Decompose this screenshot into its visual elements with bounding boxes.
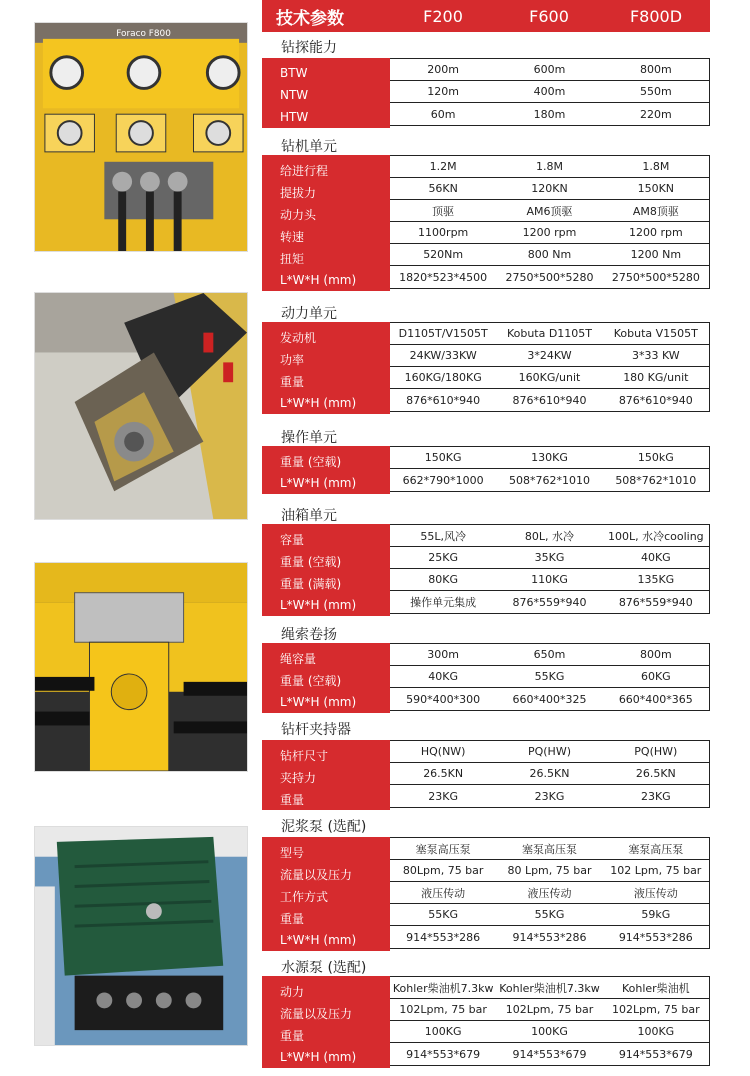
row-label: L*W*H (mm): [280, 1050, 357, 1064]
table-cell: 80KG: [428, 573, 459, 586]
row-labels: [262, 976, 390, 1068]
table-cell: 876*559*940: [618, 595, 693, 609]
panel-label: Foraco F800: [116, 28, 171, 39]
spec-table: [262, 740, 710, 810]
table-cell: 1.8M: [536, 160, 563, 173]
row-label: NTW: [280, 88, 309, 102]
table-row: [390, 81, 709, 103]
table-cell: 220m: [639, 107, 672, 121]
table-cell: 508*762*1010: [615, 473, 697, 487]
table-cell: 800 Nm: [527, 248, 572, 261]
table-row: [390, 999, 709, 1021]
table-cell: 液压传动: [633, 886, 678, 900]
table-cell: 1100rpm: [418, 226, 469, 239]
table-cell: 876*610*940: [618, 393, 693, 407]
table-row: [390, 323, 709, 345]
row-label: L*W*H (mm): [280, 396, 357, 410]
mud-pump-photo: [34, 826, 248, 1046]
table-cell: HQ(NW): [420, 745, 466, 758]
table-row: [390, 469, 709, 491]
table-cell: Kobuta V1505T: [613, 327, 698, 340]
table-cell: 400m: [533, 85, 566, 98]
table-cell: 26.5KN: [529, 767, 570, 780]
table-row: [390, 389, 709, 411]
row-label: L*W*H (mm): [280, 933, 357, 947]
table-cell: 160KG/180KG: [404, 371, 482, 384]
table-cell: 520Nm: [423, 248, 464, 261]
table-row: [390, 178, 709, 200]
table-cell: 3*24KW: [527, 349, 572, 362]
table-row: [390, 1043, 709, 1065]
table-cell: 590*400*300: [406, 692, 481, 706]
table-cell: 660*400*325: [512, 692, 587, 706]
table-row: [390, 345, 709, 367]
table-cell: 25KG: [428, 551, 459, 564]
section-title: 泥浆泵 (选配): [281, 819, 367, 835]
table-cell: 1200 rpm: [628, 226, 683, 239]
table-cell: 26.5KN: [635, 767, 676, 780]
table-cell: 操作单元集成: [410, 596, 477, 609]
table-cell: 914*553*286: [618, 930, 693, 944]
header-model-f200: F200: [423, 6, 463, 26]
row-label: 重量 (空载): [280, 454, 342, 469]
table-row: [390, 569, 709, 591]
drill-head-photo: [34, 292, 248, 520]
table-cell: 150KG: [424, 451, 462, 464]
table-cell: 914*553*679: [406, 1047, 481, 1061]
table-cell: 508*762*1010: [508, 473, 590, 487]
row-label: L*W*H (mm): [280, 695, 357, 709]
table-row: [390, 367, 709, 389]
header-model-f600: F600: [529, 6, 569, 26]
row-label: 提拔力: [280, 185, 317, 200]
table-cell: 40KG: [640, 551, 671, 564]
table-row: [390, 591, 709, 613]
table-row: [390, 926, 709, 948]
row-label: 型号: [280, 845, 305, 860]
row-labels: [262, 322, 390, 414]
table-cell: 液压传动: [527, 886, 572, 900]
table-cell: 塞泵高压泵: [415, 842, 471, 856]
table-cell: 200m: [427, 63, 460, 76]
table-cell: 914*553*679: [618, 1047, 693, 1061]
row-label: 工作方式: [280, 889, 329, 904]
table-cell: 塞泵高压泵: [628, 842, 684, 856]
table-cell: 56KN: [428, 182, 458, 195]
row-label: 给进行程: [280, 163, 329, 178]
spec-table: [262, 643, 710, 713]
table-cell: 55KG: [534, 908, 565, 921]
row-label: 钻杆尺寸: [280, 748, 329, 763]
table-cell: 100KG: [424, 1025, 462, 1038]
row-values: [390, 524, 710, 614]
table-cell: 23KG: [640, 789, 671, 803]
row-labels: [262, 837, 390, 951]
table-cell: 914*553*286: [512, 930, 587, 944]
table-cell: 102Lpm, 75 bar: [612, 1003, 700, 1016]
row-values: [390, 322, 710, 412]
spec-table: [262, 155, 710, 291]
table-cell: 顶驱: [432, 204, 455, 218]
row-labels: [262, 643, 390, 713]
table-cell: 100KG: [637, 1025, 675, 1038]
table-cell: 液压传动: [421, 886, 466, 900]
control-panel-photo: [34, 22, 248, 252]
row-label: 发动机: [280, 330, 317, 345]
row-labels: [262, 524, 390, 616]
table-cell: 102Lpm, 75 bar: [399, 1003, 487, 1016]
spec-table: [262, 976, 710, 1068]
table-cell: 130KG: [531, 451, 568, 464]
table-cell: 660*400*365: [618, 692, 693, 706]
table-row: [390, 860, 709, 882]
section-title: 绳索卷扬: [281, 627, 337, 643]
section-title: 钻机单元: [281, 139, 337, 155]
row-values: [390, 837, 710, 949]
table-cell: 600m: [533, 63, 566, 76]
table-cell: Kohler柴油机7.3kw: [499, 981, 600, 995]
table-cell: AM6顶驱: [526, 204, 573, 218]
table-row: [390, 200, 709, 222]
table-cell: Kohler柴油机7.3kw: [392, 981, 494, 995]
table-cell: 180m: [533, 107, 566, 121]
row-label: 动力: [280, 984, 305, 999]
table-cell: 80 Lpm, 75 bar: [507, 864, 592, 877]
row-label: 重量 (满载): [280, 576, 342, 591]
table-row: [390, 644, 709, 666]
section-title: 钻杆夹持器: [281, 722, 351, 738]
table-row: [390, 266, 709, 288]
table-cell: 650m: [533, 648, 566, 661]
spec-table: [262, 837, 710, 951]
table-cell: 110KG: [531, 573, 568, 586]
table-cell: 180 KG/unit: [623, 371, 689, 384]
spec-table: [262, 524, 710, 616]
table-cell: 80L, 水冷: [524, 529, 575, 543]
row-values: [390, 976, 710, 1066]
row-label: 重量: [280, 374, 305, 389]
table-cell: 876*610*940: [406, 393, 481, 407]
section-title: 水源泵 (选配): [281, 960, 367, 976]
table-cell: 2750*500*5280: [611, 270, 700, 284]
table-cell: 800m: [639, 63, 672, 76]
table-cell: 3*33 KW: [631, 349, 680, 362]
table-cell: 1.8M: [642, 160, 670, 173]
table-row: [390, 741, 709, 763]
table-cell: Kohler柴油机: [621, 981, 690, 995]
table-row: [390, 763, 709, 785]
table-cell: 1200 rpm: [522, 226, 577, 239]
table-row: [390, 244, 709, 266]
table-cell: 55KG: [428, 908, 459, 921]
row-label: 转速: [280, 229, 305, 244]
row-values: [390, 155, 710, 289]
table-row: [390, 666, 709, 688]
table-row: [390, 103, 709, 125]
table-cell: 60KG: [640, 670, 671, 683]
section-title: 动力单元: [281, 306, 337, 322]
row-label: 绳容量: [280, 651, 317, 666]
row-label: 重量 (空载): [280, 673, 342, 688]
row-label: 重量: [280, 911, 305, 926]
table-row: [390, 977, 709, 999]
table-cell: 102 Lpm, 75 bar: [610, 864, 702, 877]
table-cell: 550m: [639, 85, 672, 98]
table-cell: 1820*523*4500: [399, 270, 488, 284]
table-cell: 55KG: [534, 670, 565, 683]
row-label: 夹持力: [280, 770, 317, 785]
table-cell: 876*610*940: [512, 393, 587, 407]
row-labels: [262, 446, 390, 494]
row-label: 功率: [280, 352, 305, 367]
row-values: [390, 643, 710, 711]
table-cell: 60m: [430, 107, 456, 121]
table-cell: 662*790*1000: [402, 473, 484, 487]
table-row: [390, 59, 709, 81]
table-cell: 150kG: [637, 451, 674, 464]
row-label: BTW: [280, 66, 308, 80]
table-cell: 24KW/33KW: [409, 349, 477, 362]
table-header: [262, 0, 710, 32]
table-row: [390, 882, 709, 904]
table-cell: 23KG: [534, 789, 565, 803]
row-labels: [262, 155, 390, 291]
table-cell: 80Lpm, 75 bar: [402, 864, 484, 877]
spec-table: [262, 446, 710, 494]
table-cell: 300m: [427, 648, 460, 661]
table-cell: 26.5KN: [423, 767, 464, 780]
table-cell: 800m: [639, 648, 672, 661]
table-row: [390, 525, 709, 547]
table-cell: 100L, 水冷cooling: [607, 529, 704, 543]
table-cell: 876*559*940: [512, 595, 587, 609]
row-label: 重量 (空载): [280, 554, 342, 569]
table-cell: 150KN: [637, 182, 675, 195]
header-model-f800d: F800D: [629, 6, 683, 26]
table-cell: 120KN: [531, 182, 568, 195]
table-cell: PQ(HW): [634, 745, 678, 758]
table-cell: 59kG: [641, 908, 671, 921]
table-cell: 914*553*286: [406, 930, 481, 944]
table-row: [390, 222, 709, 244]
row-label: 重量: [280, 1028, 305, 1043]
table-row: [390, 688, 709, 710]
row-label: 扭矩: [280, 251, 305, 266]
table-cell: 23KG: [428, 789, 459, 803]
row-label: 容量: [280, 532, 305, 547]
table-cell: Kobuta D1105T: [506, 327, 593, 340]
table-row: [390, 838, 709, 860]
table-cell: 100KG: [531, 1025, 568, 1038]
table-cell: AM8顶驱: [632, 204, 679, 218]
row-label: 动力头: [280, 207, 317, 222]
table-cell: 120m: [427, 85, 460, 98]
table-cell: 55L,风冷: [420, 529, 466, 543]
row-label: HTW: [280, 110, 309, 124]
table-cell: PQ(HW): [527, 745, 571, 758]
pump-unit-photo: [34, 562, 248, 772]
spec-table: [262, 58, 710, 128]
row-label: 重量: [280, 792, 305, 807]
table-cell: 1200 Nm: [630, 248, 682, 261]
row-label: L*W*H (mm): [280, 476, 357, 490]
section-title: 操作单元: [281, 430, 337, 446]
section-title: 油箱单元: [281, 508, 337, 524]
row-label: L*W*H (mm): [280, 273, 357, 287]
row-values: [390, 446, 710, 492]
table-cell: 160KG/unit: [518, 371, 581, 384]
row-values: [390, 740, 710, 808]
table-row: [390, 904, 709, 926]
table-cell: 40KG: [428, 670, 459, 683]
table-cell: 102Lpm, 75 bar: [505, 1003, 594, 1016]
table-row: [390, 785, 709, 807]
row-values: [390, 58, 710, 126]
table-cell: 35KG: [534, 551, 565, 564]
row-label: L*W*H (mm): [280, 598, 357, 612]
table-row: [390, 547, 709, 569]
row-label: 流量以及压力: [280, 867, 353, 882]
table-cell: 135KG: [637, 573, 675, 586]
spec-table: [262, 322, 710, 414]
header-label: 技术参数: [276, 8, 344, 29]
table-cell: D1105T/V1505T: [398, 327, 488, 340]
table-cell: 2750*500*5280: [505, 270, 594, 284]
table-cell: 1.2M: [429, 160, 457, 173]
row-labels: [262, 58, 390, 128]
row-labels: [262, 740, 390, 810]
table-cell: 塞泵高压泵: [521, 842, 577, 856]
row-label: 流量以及压力: [280, 1006, 353, 1021]
table-row: [390, 1021, 709, 1043]
table-row: [390, 447, 709, 469]
section-title: 钻探能力: [281, 40, 337, 56]
table-cell: 914*553*679: [512, 1047, 587, 1061]
table-row: [390, 156, 709, 178]
